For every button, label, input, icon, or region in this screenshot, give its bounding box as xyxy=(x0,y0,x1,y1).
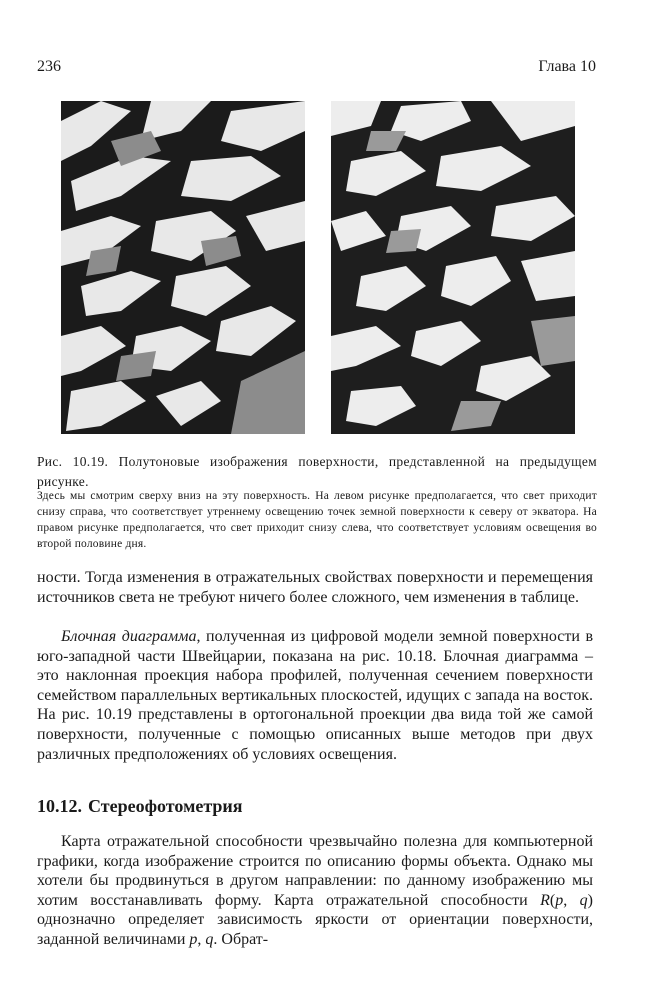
paragraph-continuation xyxy=(37,568,593,607)
paragraph-stereophotometry xyxy=(37,832,593,950)
shaded-relief-image-right xyxy=(331,101,575,434)
symbol-p-2: p xyxy=(189,930,198,948)
section-number: 10.12. xyxy=(37,796,82,816)
stereo-text-4: ) однозначно определяет зависимость яркости от ориентации поверхности, заданной величинами xyxy=(37,891,593,948)
terrain-left-graphic xyxy=(61,101,305,434)
terrain-right-graphic xyxy=(331,101,575,434)
term-block-diagram: Блочная диаграмма xyxy=(61,628,197,645)
stereo-text-6: . Обрат- xyxy=(213,930,269,948)
section-title: Стереофотометрия xyxy=(88,796,243,816)
stereo-text-2: ( xyxy=(549,891,556,909)
stereo-text-5: , xyxy=(197,930,206,948)
symbol-R: R xyxy=(540,891,550,909)
paragraph-continuation-text: ности. Тогда изменения в отражательных свойствах поверхности и перемещения источников света не требуют ничего более сложного, чем изменения в таблице. xyxy=(37,569,593,606)
symbol-q-2: q xyxy=(205,930,214,948)
paragraph-block-diagram-text: , полученная из цифровой модели земной поверхности в юго-западной части Швейцарии, показана на рис. 10.18. Блочная диаграмма – это наклонная проекция набора профилей, полученная сечением поверхности семейством параллельных вертикальных плоскостей, идущих с запада на восток. На рис. 10.19 представлены в ортогональной проекции два вида той же самой поверхности, полученные с помощью описанных выше методов при двух различных предположениях об условиях освещения. xyxy=(37,628,593,763)
shaded-relief-image-left xyxy=(61,101,305,434)
stereo-text-1: Карта отражательной способности чрезвычайно полезна для компьютерной графики, когда изображение строится по описанию формы объекта. Однако мы хотели бы продвинуться в другом направлении: по данному изображению мы хотим восстанавливать форму. Карта отражательной способности xyxy=(37,833,593,909)
figure-caption-title: Рис. 10.19. Полутоновые изображения поверхности, представленной на предыдущем рисунке. xyxy=(37,454,597,489)
running-head: Глава 10 xyxy=(538,58,596,75)
figure-caption-description: Здесь мы смотрим сверху вниз на эту поверхность. На левом рисунке предполагается, что свет приходит снизу справа, что соответствует утреннему освещению точек земной поверхности к северу от экватора. На правом рисунке предполагается, что свет приходит снизу слева, что соответствует условиям освещения во второй половине дня. xyxy=(37,490,597,550)
stereo-text-3: , xyxy=(563,891,580,909)
paragraph-block-diagram xyxy=(37,627,593,764)
symbol-q: q xyxy=(579,891,588,909)
section-heading xyxy=(37,796,249,817)
symbol-p: p xyxy=(555,891,564,909)
page-number: 236 xyxy=(37,58,61,75)
